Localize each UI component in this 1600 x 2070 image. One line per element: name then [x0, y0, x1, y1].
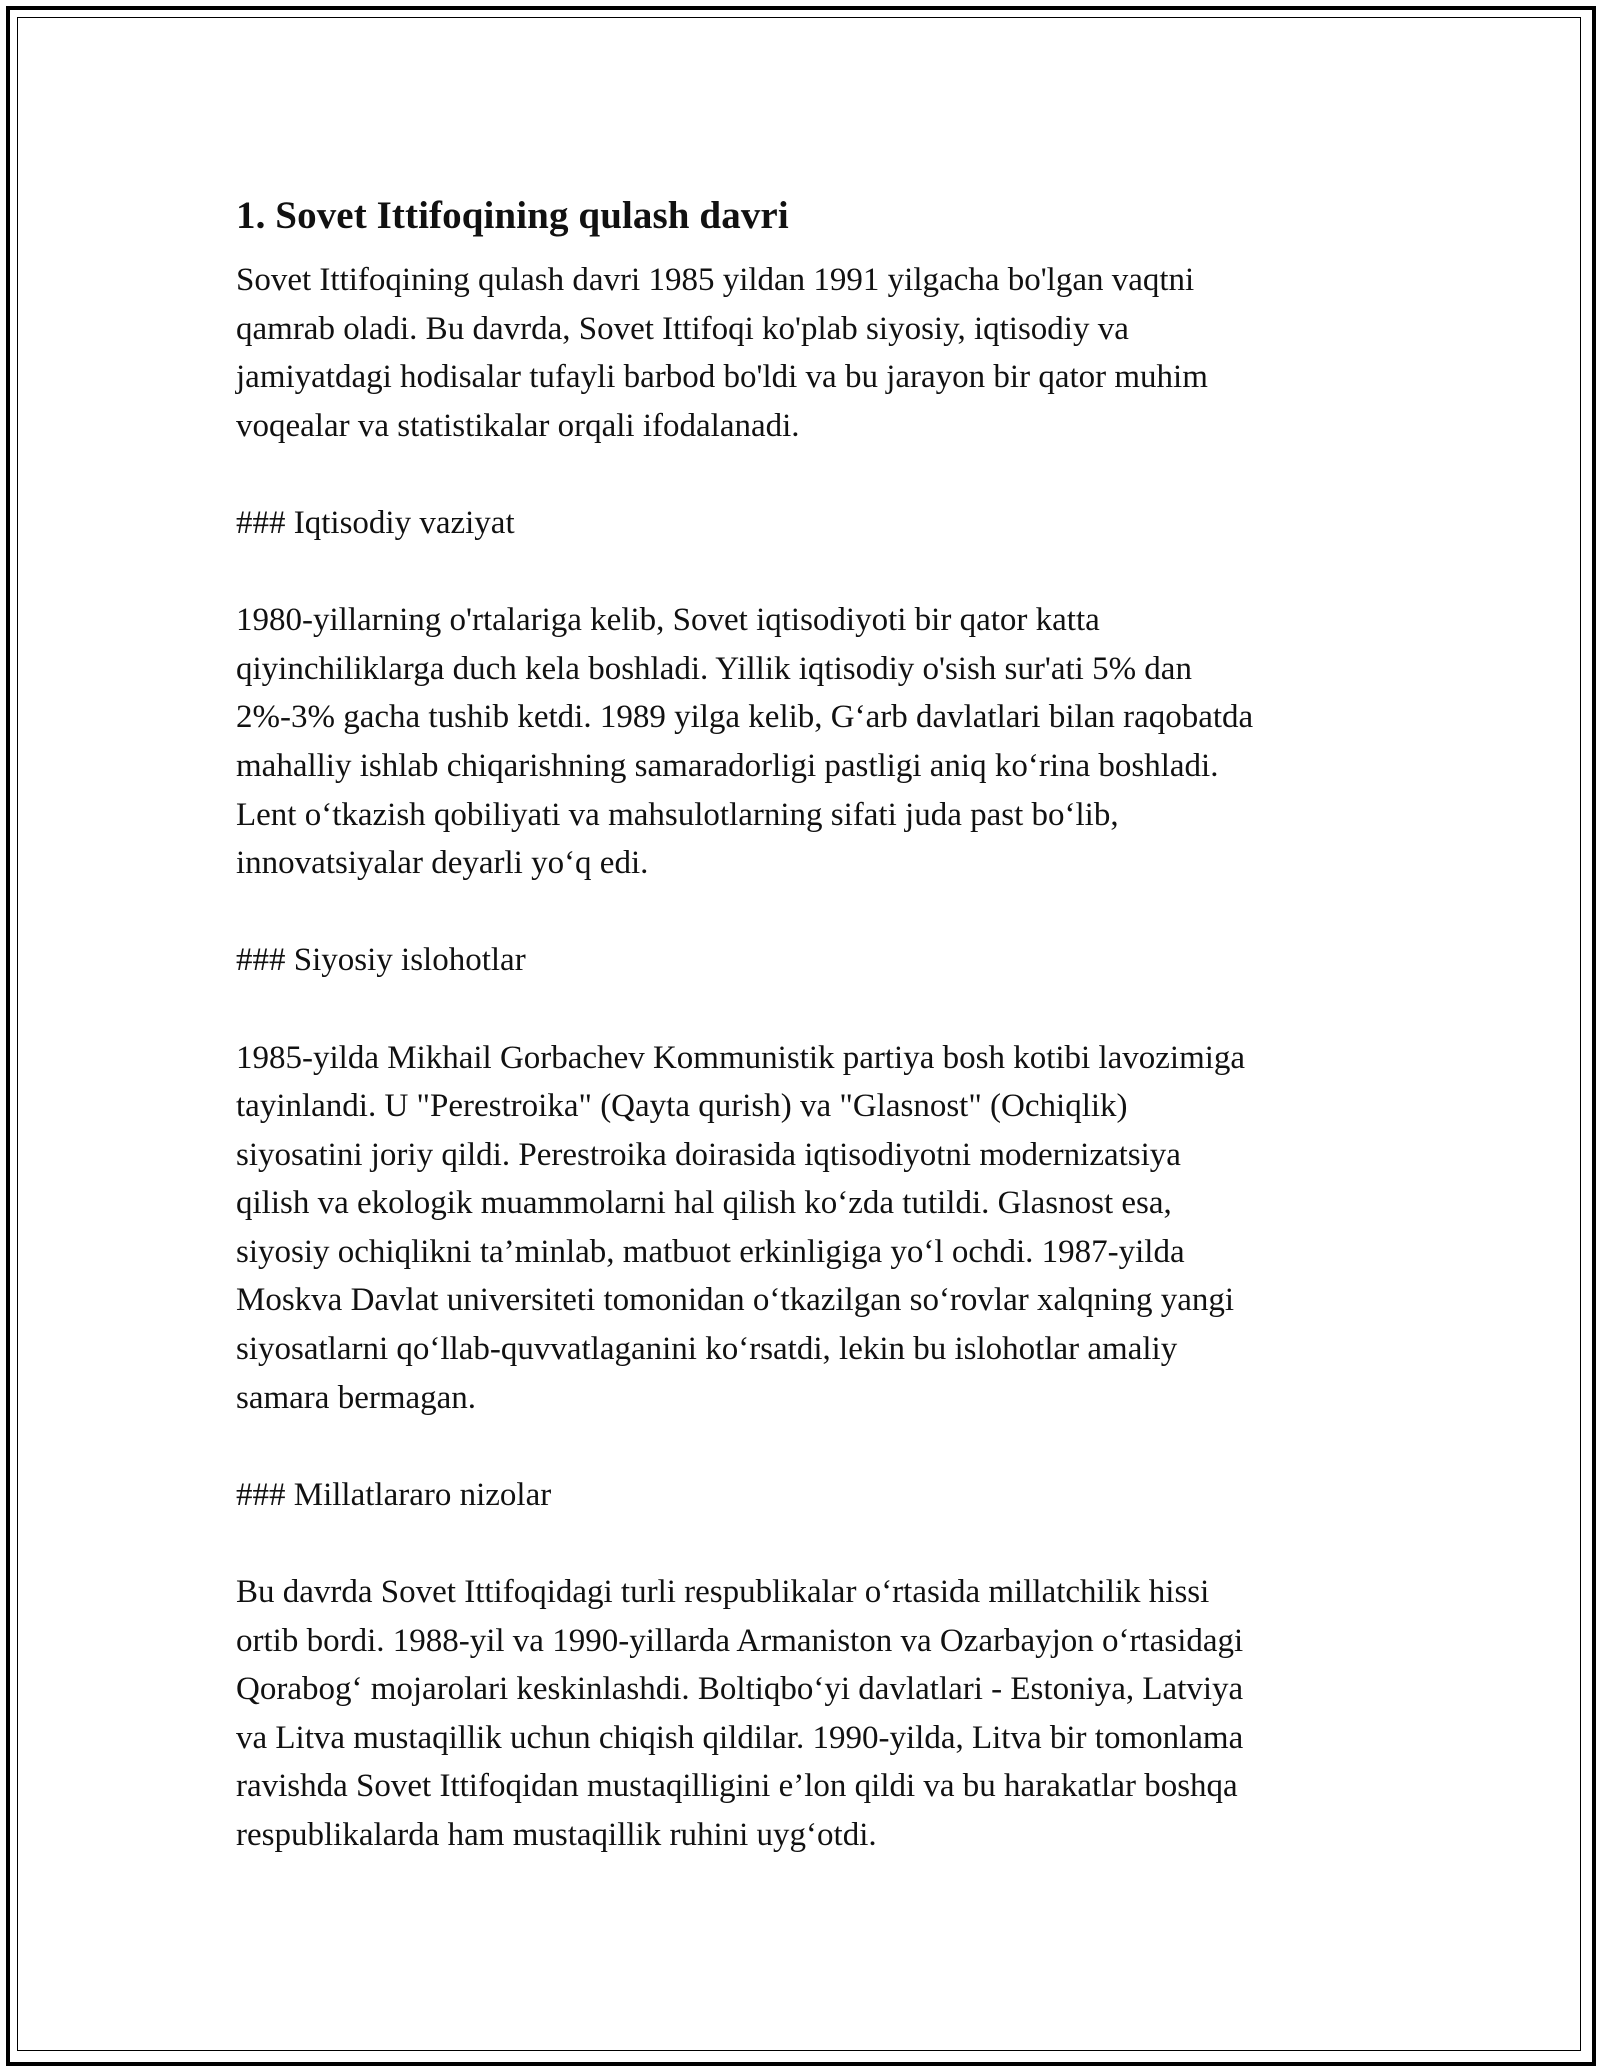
spacer	[236, 888, 1386, 937]
spacer	[236, 548, 1386, 597]
text-line: innovatsiyalar deyarli yo‘q edi.	[236, 845, 649, 882]
text-line: Moskva Davlat universiteti tomonidan o‘tkazilgan so‘rovlar xalqning yangi	[236, 1282, 1235, 1319]
text-line: qilish va ekologik muammolarni hal qilish ko‘zda tutildi. Glasnost esa,	[236, 1185, 1172, 1222]
section-heading-politics: ### Siyosiy islohotlar	[236, 942, 526, 979]
text-line: respublikalarda ham mustaqillik ruhini uyg‘otdi.	[236, 1817, 877, 1853]
document-body	[236, 182, 1386, 1860]
text-line: mahalliy ishlab chiqarishning samaradorligi pastligi aniq ko‘rina boshladi.	[236, 747, 1219, 784]
text-line: tayinlandi. U "Perestroika" (Qayta qurish) va "Glasnost" (Ochiqlik)	[236, 1088, 1128, 1125]
document-title: 1. Sovet Ittifoqining qulash davri	[236, 194, 789, 237]
text-line: ravishda Sovet Ittifoqidan mustaqilligini e’lon qildi va bu harakatlar boshqa	[236, 1768, 1238, 1805]
text-line: ortib bordi. 1988-yil va 1990-yillarda Armaniston va Ozarbayjon o‘rtasidagi	[236, 1622, 1244, 1659]
spacer	[236, 1519, 1386, 1568]
text-line: siyosiy ochiqlikni ta’minlab, matbuot erkinligiga yo‘l ochdi. 1987-yilda	[236, 1233, 1185, 1270]
text-line: 2%-3% gacha tushib ketdi. 1989 yilga kelib, G‘arb davlatlari bilan raqobatda	[236, 699, 1254, 736]
intro-paragraph	[236, 256, 1386, 450]
text-line: Lent o‘tkazish qobiliyati va mahsulotlarning sifati juda past bo‘lib,	[236, 796, 1119, 833]
spacer	[236, 985, 1386, 1034]
text-line: voqealar va statistikalar orqali ifodalanadi.	[236, 407, 800, 444]
text-line: siyosatini joriy qildi. Perestroika doirasida iqtisodiyotni modernizatsiya	[236, 1136, 1181, 1173]
text-line: qamrab oladi. Bu davrda, Sovet Ittifoqi ko'plab siyosiy, iqtisodiy va	[236, 310, 1129, 347]
text-line: 1985-yilda Mikhail Gorbachev Kommunistik partiya bosh kotibi lavozimiga	[236, 1039, 1246, 1076]
section-heading-economy: ### Iqtisodiy vaziyat	[236, 504, 515, 541]
spacer	[236, 1422, 1386, 1471]
text-line: Qorabog‘ mojarolari keskinlashdi. Boltiqbo‘yi davlatlari - Estoniya, Latviya	[236, 1671, 1244, 1708]
text-line: siyosatlarni qo‘llab-quvvatlaganini ko‘rsatdi, lekin bu islohotlar amaliy	[236, 1331, 1178, 1368]
section-heading-ethnic-conflicts: ### Millatlararo nizolar	[236, 1476, 552, 1513]
section-paragraph-politics	[236, 1034, 1386, 1423]
text-line: samara bermagan.	[236, 1379, 477, 1416]
text-line: Bu davrda Sovet Ittifoqidagi turli respublikalar o‘rtasida millatchilik hissi	[236, 1574, 1210, 1611]
text-line: 1980-yillarning o'rtalariga kelib, Sovet iqtisodiyoti bir qator katta	[236, 602, 1100, 639]
text-line: jamiyatdagi hodisalar tufayli barbod bo'ldi va bu jarayon bir qator muhim	[236, 359, 1208, 396]
text-line: qiyinchiliklarga duch kela boshladi. Yillik iqtisodiy o'sish sur'ati 5% dan	[236, 650, 1192, 687]
section-paragraph-ethnic-conflicts	[236, 1568, 1386, 1860]
spacer	[236, 450, 1386, 499]
section-paragraph-economy	[236, 596, 1386, 888]
text-line: va Litva mustaqillik uchun chiqish qildilar. 1990-yilda, Litva bir tomonlama	[236, 1719, 1244, 1756]
text-line: Sovet Ittifoqining qulash davri 1985 yildan 1991 yilgacha bo'lgan vaqtni	[236, 262, 1195, 298]
